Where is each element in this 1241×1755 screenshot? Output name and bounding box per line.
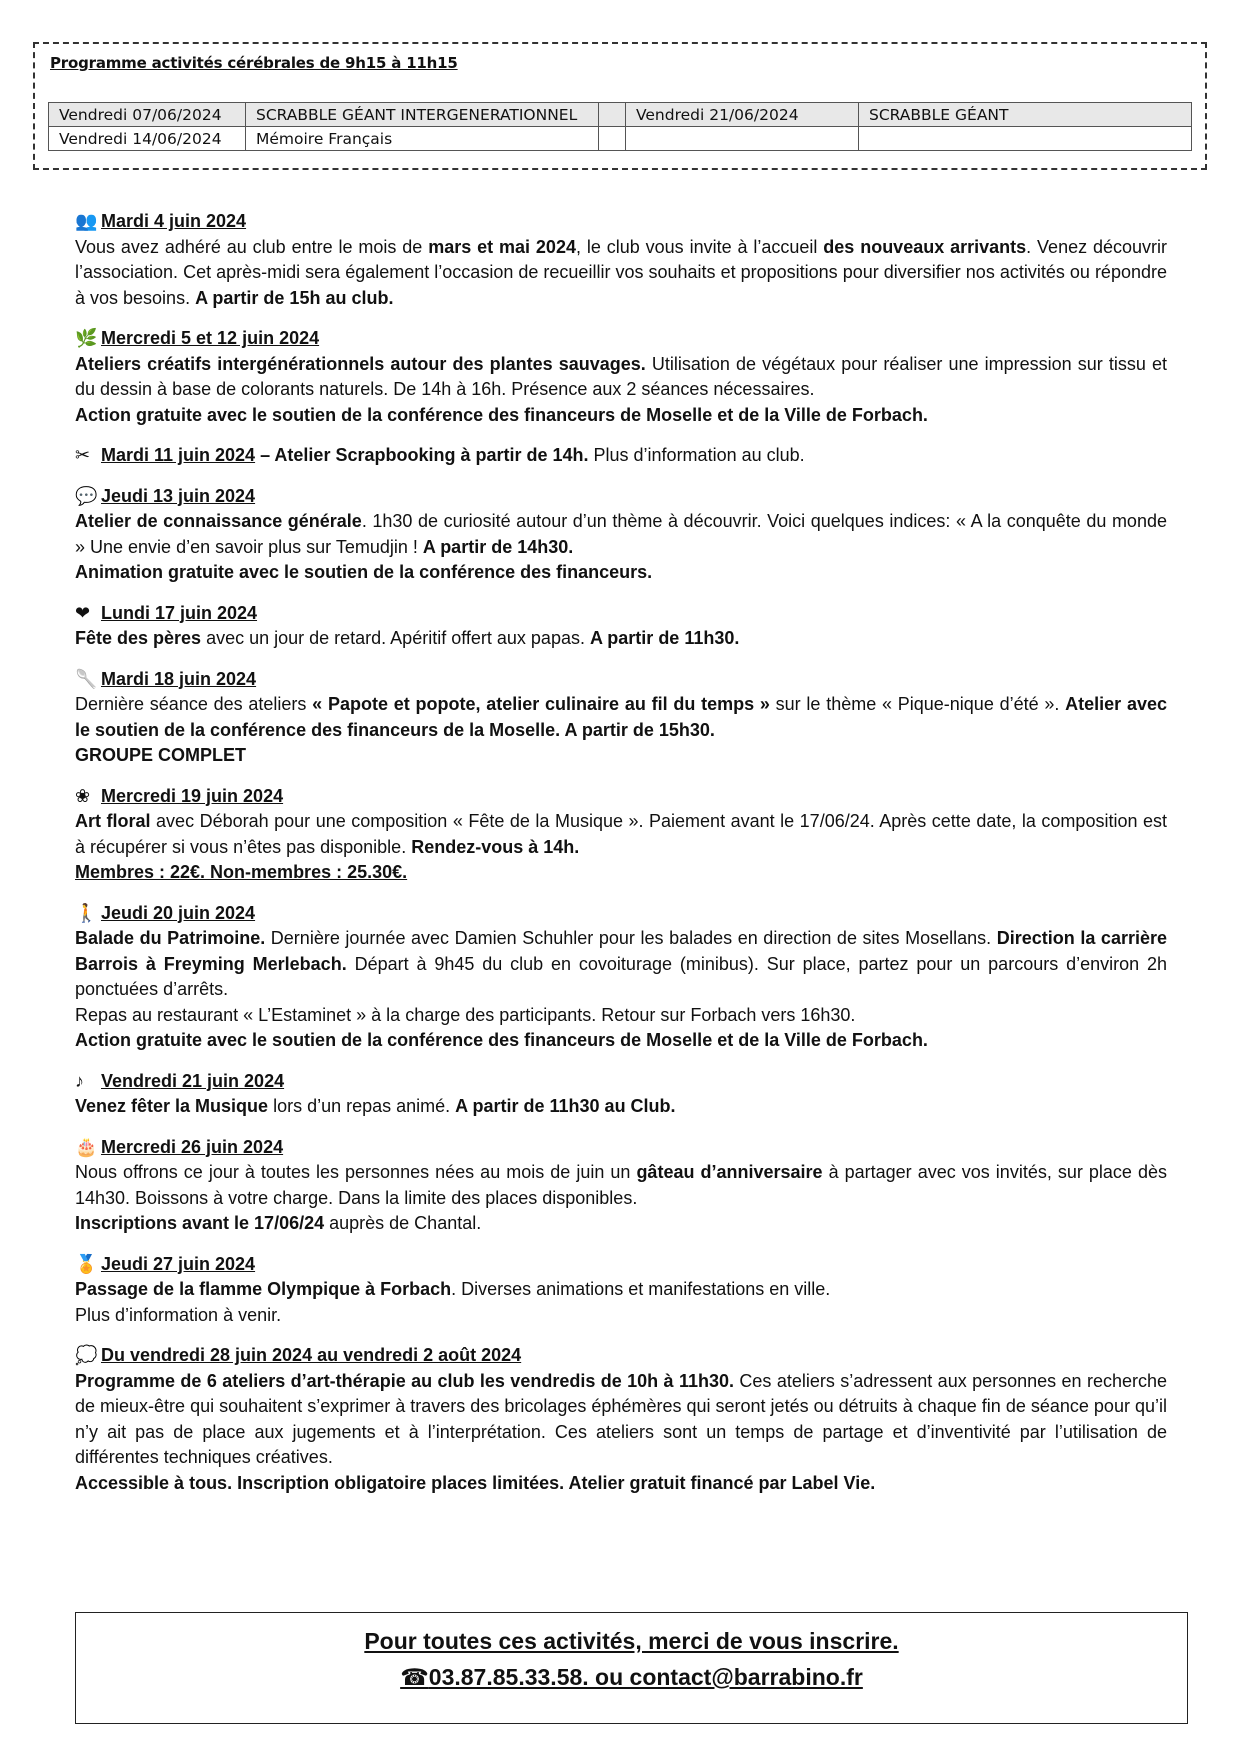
event-icon: ✂ <box>75 445 91 465</box>
event-section <box>75 1343 1167 1496</box>
event-text: Balade du Patrimoine. <box>75 928 266 948</box>
event-section <box>75 667 1167 769</box>
event-paragraph <box>75 1277 1167 1303</box>
event-text: A partir de 14h30. <box>422 536 574 557</box>
event-text: Vous avez adhéré au club entre le mois de <box>75 236 429 257</box>
event-paragraph <box>75 509 1167 560</box>
table-cell: SCRABBLE GÉANT INTERGENERATIONNEL <box>246 103 599 127</box>
event-text: Ateliers créatifs intergénérationnels autour des plantes sauvages. <box>75 353 646 374</box>
footer-line-2 <box>76 1659 1187 1695</box>
event-paragraph <box>75 1369 1167 1471</box>
event-text: . 1h30 de curiosité autour d’un thème à découvrir. Voici quelques indices: « A la conquête du monde » Une envie d’en savoir plus sur Temudjin ! <box>75 511 1167 557</box>
event-text: Ces ateliers s’adressent aux personnes en recherche de mieux-être qui souhaitent s’exprimer à travers des bricolages éphémères qui seront jetés ou détruits à chaque fin de séance pour qu’il n’y ait pas de place aux jugements et à l’interprétation. Ces ateliers sont un temps de partage et d’inventivité par l’utilisation de différentes techniques créatives. <box>75 1370 1168 1467</box>
footer-contact: 03.87.85.33.58. ou contact@barrabino.fr <box>428 1664 863 1690</box>
event-paragraph <box>75 1028 1167 1054</box>
programme-box <box>33 42 1207 170</box>
event-text: auprès de Chantal. <box>324 1213 482 1233</box>
footer-line-1: Pour toutes ces activités, merci de vous inscrire. <box>364 1628 899 1654</box>
events-list <box>75 209 1167 1511</box>
event-heading <box>75 901 1167 927</box>
event-paragraph <box>75 1094 1167 1120</box>
event-heading <box>75 667 1167 693</box>
event-icon: 🎂 <box>75 1136 98 1157</box>
event-icon: 👥 <box>75 211 98 231</box>
event-date: Mercredi 5 et 12 juin 2024 <box>101 328 320 348</box>
event-paragraph <box>75 692 1167 743</box>
event-text: Utilisation de végétaux pour réaliser une impression sur tissu et du dessin à base de colorants naturels. De 14h à 16h. Présence aux 2 séances nécessaires. <box>75 353 1167 399</box>
event-text: Action gratuite avec le soutien de la conférence des financeurs de Moselle et de la Ville de Forbach. <box>75 1030 928 1050</box>
event-icon: ❤ <box>75 602 91 623</box>
event-date: Lundi 17 juin 2024 <box>101 602 258 623</box>
event-text: Dernière séance des ateliers <box>75 694 313 714</box>
event-heading <box>75 1135 1167 1161</box>
table-cell <box>859 127 1192 151</box>
event-text: Rendez-vous à 14h. <box>411 836 580 857</box>
event-icon: 🥄 <box>75 668 98 689</box>
event-section <box>75 901 1167 1054</box>
event-paragraph <box>75 1303 1167 1329</box>
event-text: Animation gratuite avec le soutien de la conférence des financeurs. <box>75 562 653 582</box>
event-text: A partir de 11h30 au Club. <box>455 1096 676 1116</box>
event-text: Programme de 6 ateliers d’art-thérapie au club les vendredis de 10h à 11h30. <box>75 1370 735 1391</box>
event-date: Mardi 11 juin 2024 <box>101 445 256 465</box>
event-text: Accessible à tous. Inscription obligatoire places limitées. Atelier gratuit financé par Label Vie. <box>75 1472 876 1493</box>
event-text: Dernière journée avec Damien Schuhler pour les balades en direction de sites Mosellans. <box>265 928 997 948</box>
event-section <box>75 784 1167 886</box>
event-section <box>75 1069 1167 1120</box>
event-date: Du vendredi 28 juin 2024 au vendredi 2 août 2024 <box>101 1345 522 1365</box>
event-text: Départ à 9h45 du club en covoiturage (minibus). Sur place, partez pour un parcours d’environ 2h ponctuées d’arrêts. <box>75 953 1168 999</box>
event-paragraph <box>75 809 1167 860</box>
table-cell: Vendredi 21/06/2024 <box>626 103 859 127</box>
event-text: avec un jour de retard. Apéritif offert aux papas. <box>201 628 590 648</box>
event-text: Nous offrons ce jour à toutes les personnes nées au mois de juin un <box>75 1162 637 1182</box>
event-text: – Atelier Scrapbooking à partir de 14h. <box>255 445 589 465</box>
footer-box <box>75 1612 1188 1724</box>
programme-table <box>48 102 1192 151</box>
event-paragraph <box>75 743 1167 769</box>
event-date: Mardi 4 juin 2024 <box>101 211 247 231</box>
event-paragraph <box>75 403 1167 429</box>
event-heading <box>75 1252 1167 1278</box>
phone-icon: ☎ <box>400 1664 429 1690</box>
event-text: Passage de la flamme Olympique à Forbach <box>75 1279 452 1299</box>
table-cell: Vendredi 14/06/2024 <box>49 127 246 151</box>
event-section <box>75 1252 1167 1329</box>
event-text: Atelier avec le soutien de la conférence des financeurs de la Moselle. A partir de 15h30. <box>75 694 1167 740</box>
event-text: avec Déborah pour une composition « Fête de la Musique ». Paiement avant le 17/06/24. Après cette date, la composition est à récupérer si vous n’êtes pas disponible. <box>75 811 1167 857</box>
event-text: A partir de 15h au club. <box>195 287 394 308</box>
event-text: Repas au restaurant « L’Estaminet » à la charge des participants. Retour sur Forbach vers 16h30. <box>75 1004 856 1025</box>
event-icon: ♪ <box>75 1070 84 1091</box>
event-text: Venez fêter la Musique <box>75 1096 269 1116</box>
event-text: Inscriptions avant le 17/06/24 <box>75 1213 325 1233</box>
event-text: Fête des pères <box>75 628 202 648</box>
event-section <box>75 443 1167 469</box>
event-text: lors d’un repas animé. <box>268 1096 456 1116</box>
event-date: Mercredi 26 juin 2024 <box>101 1136 284 1157</box>
event-text: Plus d’information à venir. <box>75 1304 282 1325</box>
table-cell: Mémoire Français <box>246 127 599 151</box>
event-paragraph <box>75 1211 1167 1237</box>
event-icon: 🏅 <box>75 1253 98 1274</box>
event-date: Mercredi 19 juin 2024 <box>101 785 284 806</box>
event-paragraph <box>75 926 1167 1003</box>
event-date: Vendredi 21 juin 2024 <box>101 1070 285 1091</box>
event-section <box>75 484 1167 586</box>
event-text: Atelier de connaissance générale <box>75 511 362 531</box>
event-date: Mardi 18 juin 2024 <box>101 668 257 689</box>
event-text: . Venez découvrir l’association. Cet après-midi sera également l’occasion de recueillir vos souhaits et propositions pour diversifier nos activités ou répondre à vos besoins. <box>75 236 1168 308</box>
event-date: Jeudi 13 juin 2024 <box>101 485 256 506</box>
event-date: Jeudi 27 juin 2024 <box>101 1253 256 1274</box>
event-section <box>75 1135 1167 1237</box>
event-heading <box>75 326 1167 352</box>
table-cell: Vendredi 07/06/2024 <box>49 103 246 127</box>
event-text: sur le thème « Pique-nique d’été ». <box>769 694 1066 714</box>
event-text: à partager avec vos invités, sur place dès 14h30. Boissons à votre charge. Dans la limite des places disponibles. <box>75 1162 1167 1208</box>
event-heading <box>75 443 1167 469</box>
event-text: mars et mai 2024 <box>428 236 576 257</box>
event-text: Direction la carrière Barrois à Freyming Merlebach. <box>75 928 1167 974</box>
event-text: Art floral <box>75 811 151 831</box>
event-text: GROUPE COMPLET <box>75 745 247 765</box>
event-paragraph <box>75 1003 1167 1029</box>
event-icon: 🌿 <box>75 328 98 348</box>
event-heading <box>75 484 1167 510</box>
event-paragraph <box>75 1160 1167 1211</box>
event-paragraph <box>75 626 1167 652</box>
event-section <box>75 601 1167 652</box>
event-heading <box>75 601 1167 627</box>
event-text: gâteau d’anniversaire <box>636 1162 823 1182</box>
event-paragraph <box>75 560 1167 586</box>
event-icon: 🚶 <box>75 902 98 923</box>
table-cell: SCRABBLE GÉANT <box>859 103 1192 127</box>
event-icon: 💬 <box>75 485 98 506</box>
event-text: des nouveaux arrivants <box>823 236 1027 257</box>
table-cell <box>599 103 626 127</box>
table-row <box>49 103 1192 127</box>
event-heading <box>75 1069 1167 1095</box>
table-cell <box>626 127 859 151</box>
event-text: A partir de 11h30. <box>589 628 740 648</box>
table-cell <box>599 127 626 151</box>
event-date: Jeudi 20 juin 2024 <box>101 902 256 923</box>
event-icon: 💭 <box>75 1345 98 1365</box>
event-paragraph <box>75 1471 1167 1497</box>
event-text: Plus d’information au club. <box>588 445 805 465</box>
event-text: « Papote et popote, atelier culinaire au fil du temps » <box>312 694 770 714</box>
event-text: . Diverses animations et manifestations en ville. <box>451 1279 831 1299</box>
event-paragraph <box>75 860 1167 886</box>
event-text: Action gratuite avec le soutien de la conférence des financeurs de Moselle et de la Ville de Forbach. <box>75 404 928 425</box>
event-paragraph <box>75 235 1167 312</box>
event-text: , le club vous invite à l’accueil <box>575 236 824 257</box>
event-heading <box>75 209 1167 235</box>
event-section <box>75 326 1167 428</box>
event-text: Membres : 22€. Non-membres : 25.30€. <box>75 862 408 882</box>
event-icon: ❀ <box>75 785 91 806</box>
programme-title: Programme activités cérébrales de 9h15 à 11h15 <box>50 54 458 72</box>
event-heading <box>75 1343 1167 1369</box>
event-paragraph <box>75 352 1167 403</box>
event-heading <box>75 784 1167 810</box>
event-section <box>75 209 1167 311</box>
table-row <box>49 127 1192 151</box>
